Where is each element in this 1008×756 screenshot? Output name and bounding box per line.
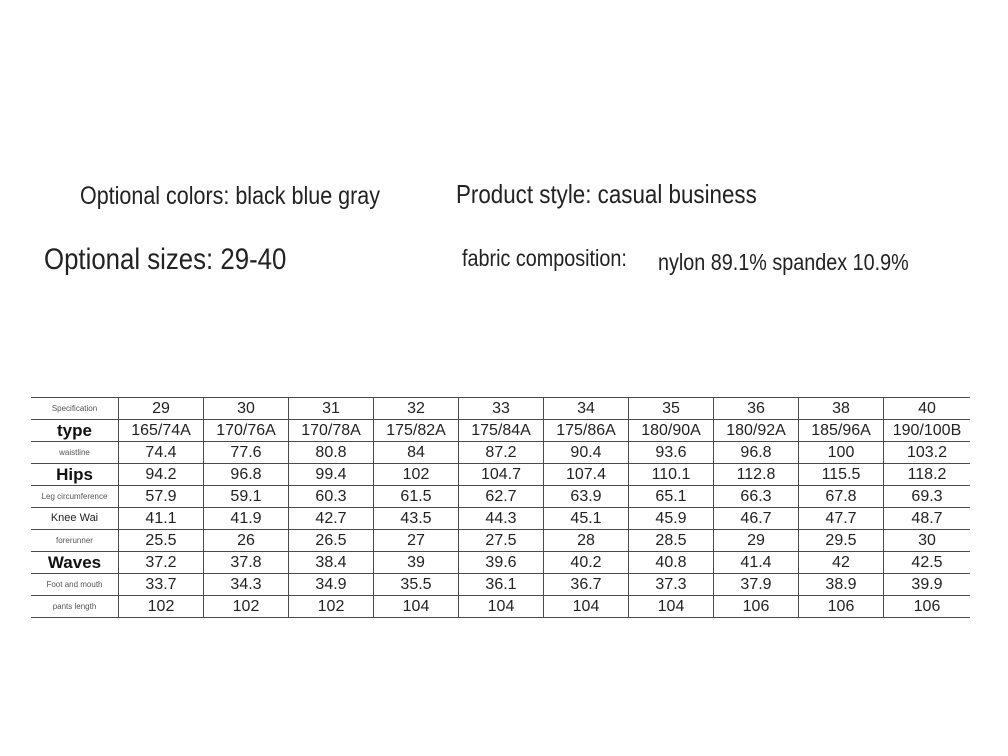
table-cell: 30 (884, 530, 971, 552)
row-label: Knee Wai (31, 508, 119, 530)
table-row (31, 574, 970, 596)
table-cell: 106 (884, 596, 971, 618)
table-row (31, 530, 970, 552)
table-cell: 37.2 (119, 552, 204, 574)
table-row (31, 508, 970, 530)
table-cell: 93.6 (629, 442, 714, 464)
table-cell: 102 (204, 596, 289, 618)
table-cell: 36 (714, 398, 799, 420)
table-cell: 104.7 (459, 464, 544, 486)
table-cell: 63.9 (544, 486, 629, 508)
table-cell: 59.1 (204, 486, 289, 508)
table-cell: 99.4 (289, 464, 374, 486)
table-cell: 41.1 (119, 508, 204, 530)
table-cell: 32 (374, 398, 459, 420)
table-cell: 26.5 (289, 530, 374, 552)
table-cell: 60.3 (289, 486, 374, 508)
table-cell: 96.8 (714, 442, 799, 464)
table-cell: 36.1 (459, 574, 544, 596)
table-cell: 42.5 (884, 552, 971, 574)
table-cell: 39 (374, 552, 459, 574)
table-cell: 94.2 (119, 464, 204, 486)
table-cell: 90.4 (544, 442, 629, 464)
table-cell: 38.9 (799, 574, 884, 596)
table-cell: 110.1 (629, 464, 714, 486)
table-cell: 41.9 (204, 508, 289, 530)
table-cell: 65.1 (629, 486, 714, 508)
table-cell: 80.8 (289, 442, 374, 464)
table-cell: 37.8 (204, 552, 289, 574)
size-chart-body (31, 398, 970, 618)
table-cell: 66.3 (714, 486, 799, 508)
table-cell: 38.4 (289, 552, 374, 574)
optional-sizes-text: Optional sizes: 29-40 (44, 243, 287, 276)
table-cell: 45.1 (544, 508, 629, 530)
table-cell: 118.2 (884, 464, 971, 486)
table-cell: 34.9 (289, 574, 374, 596)
table-cell: 175/84A (459, 420, 544, 442)
table-cell: 40.2 (544, 552, 629, 574)
table-cell: 44.3 (459, 508, 544, 530)
table-cell: 69.3 (884, 486, 971, 508)
table-cell: 48.7 (884, 508, 971, 530)
table-cell: 37.3 (629, 574, 714, 596)
row-label: type (31, 420, 119, 442)
table-cell: 115.5 (799, 464, 884, 486)
table-cell: 45.9 (629, 508, 714, 530)
table-cell: 29.5 (799, 530, 884, 552)
table-cell: 33.7 (119, 574, 204, 596)
table-cell: 180/90A (629, 420, 714, 442)
table-cell: 35 (629, 398, 714, 420)
size-chart-table (31, 397, 970, 618)
table-cell: 42.7 (289, 508, 374, 530)
table-cell: 26 (204, 530, 289, 552)
table-cell: 42 (799, 552, 884, 574)
row-label: Leg circumference (31, 486, 119, 508)
table-cell: 28 (544, 530, 629, 552)
table-row (31, 552, 970, 574)
table-cell: 180/92A (714, 420, 799, 442)
table-cell: 103.2 (884, 442, 971, 464)
table-cell: 67.8 (799, 486, 884, 508)
table-cell: 185/96A (799, 420, 884, 442)
table-cell: 27 (374, 530, 459, 552)
table-cell: 170/78A (289, 420, 374, 442)
table-cell: 37.9 (714, 574, 799, 596)
table-cell: 25.5 (119, 530, 204, 552)
table-cell: 112.8 (714, 464, 799, 486)
product-style-text: Product style: casual business (456, 179, 757, 209)
table-cell: 35.5 (374, 574, 459, 596)
table-cell: 39.6 (459, 552, 544, 574)
row-label: forerunner (31, 530, 119, 552)
table-cell: 104 (629, 596, 714, 618)
table-cell: 43.5 (374, 508, 459, 530)
row-label: Hips (31, 464, 119, 486)
table-cell: 40.8 (629, 552, 714, 574)
table-cell: 96.8 (204, 464, 289, 486)
table-cell: 28.5 (629, 530, 714, 552)
table-cell: 47.7 (799, 508, 884, 530)
row-label: pants length (31, 596, 119, 618)
fabric-composition-value: nylon 89.1% spandex 10.9% (658, 249, 909, 275)
table-cell: 102 (119, 596, 204, 618)
table-cell: 170/76A (204, 420, 289, 442)
table-cell: 33 (459, 398, 544, 420)
table-cell: 57.9 (119, 486, 204, 508)
table-cell: 29 (119, 398, 204, 420)
table-cell: 104 (544, 596, 629, 618)
table-cell: 27.5 (459, 530, 544, 552)
table-cell: 102 (374, 464, 459, 486)
optional-colors-text: Optional colors: black blue gray (80, 182, 380, 210)
table-row (31, 398, 970, 420)
table-cell: 38 (799, 398, 884, 420)
row-label: Waves (31, 552, 119, 574)
table-cell: 104 (374, 596, 459, 618)
table-cell: 36.7 (544, 574, 629, 596)
row-label: Specification (31, 398, 119, 420)
table-row (31, 420, 970, 442)
table-cell: 77.6 (204, 442, 289, 464)
table-cell: 102 (289, 596, 374, 618)
table-cell: 100 (799, 442, 884, 464)
table-row (31, 442, 970, 464)
table-cell: 46.7 (714, 508, 799, 530)
table-cell: 39.9 (884, 574, 971, 596)
table-cell: 175/82A (374, 420, 459, 442)
table-cell: 34 (544, 398, 629, 420)
table-cell: 175/86A (544, 420, 629, 442)
table-cell: 34.3 (204, 574, 289, 596)
table-cell: 40 (884, 398, 971, 420)
table-row (31, 596, 970, 618)
table-cell: 84 (374, 442, 459, 464)
table-cell: 29 (714, 530, 799, 552)
fabric-composition-label: fabric composition: (462, 245, 627, 271)
table-cell: 30 (204, 398, 289, 420)
table-cell: 190/100B (884, 420, 971, 442)
table-cell: 62.7 (459, 486, 544, 508)
row-label: Foot and mouth (31, 574, 119, 596)
row-label: waistline (31, 442, 119, 464)
table-row (31, 464, 970, 486)
table-cell: 106 (799, 596, 884, 618)
table-cell: 31 (289, 398, 374, 420)
table-cell: 165/74A (119, 420, 204, 442)
table-cell: 41.4 (714, 552, 799, 574)
table-cell: 61.5 (374, 486, 459, 508)
table-row (31, 486, 970, 508)
table-cell: 107.4 (544, 464, 629, 486)
table-cell: 74.4 (119, 442, 204, 464)
table-cell: 87.2 (459, 442, 544, 464)
table-cell: 106 (714, 596, 799, 618)
table-cell: 104 (459, 596, 544, 618)
